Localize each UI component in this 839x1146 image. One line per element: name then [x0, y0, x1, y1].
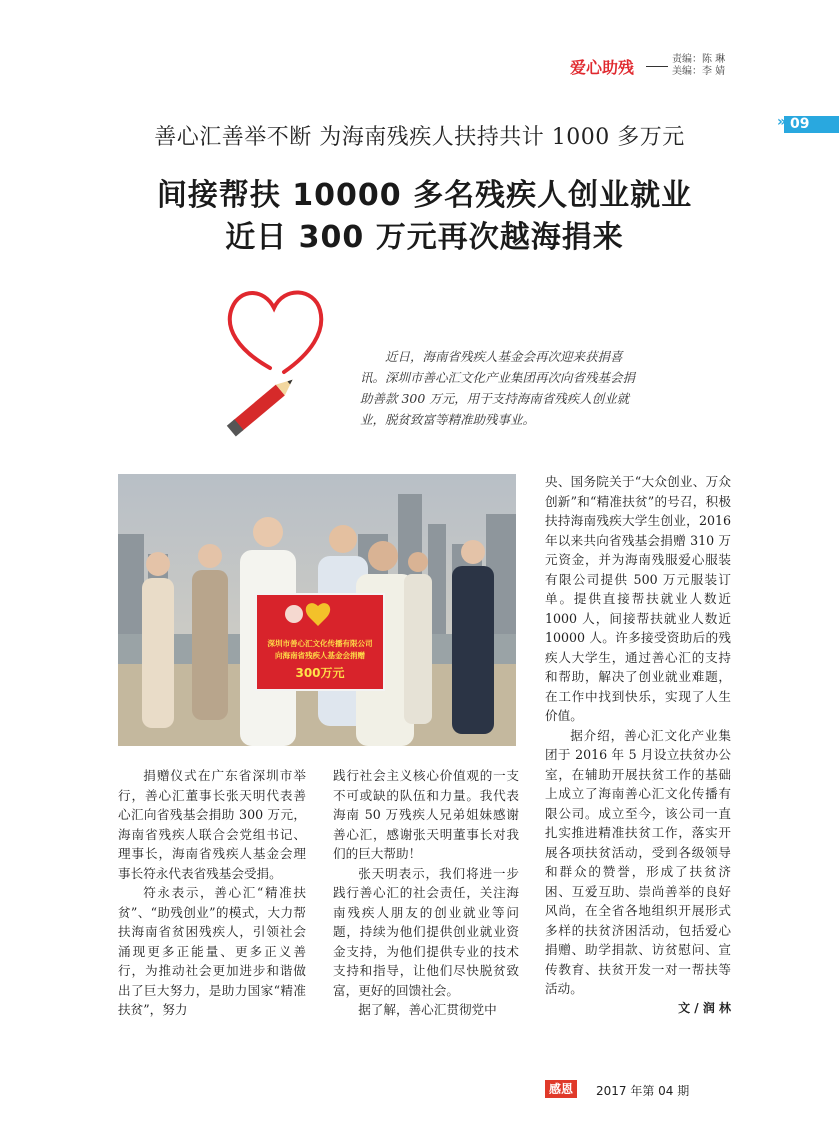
section-title: 爱心助残 [570, 58, 635, 77]
header-divider [646, 66, 668, 67]
page-number: 09 [790, 116, 810, 132]
chevron-right-icon: » [777, 114, 787, 130]
paragraph: 符永表示，善心汇“精准扶贫”、“助残创业”的模式，大力帮扶海南省贫困残疾人，引领社会涌现更多正能量、更多正义善行，为推动社会更加进步和谐做出了巨大努力，是助力国家“精准扶贫”，努力 [118, 885, 306, 1017]
paragraph: 据介绍，善心汇文化产业集团于 2016 年 5 月设立扶贫办公室，在辅助开展扶贫工作的基础上成立了海南善心汇文化传播有限公司。成立至今，该公司一直扎实推进精准扶贫工作，落实开展各项扶贫活动，受到各级领导和群众的赞誉，形成了扶贫济困、互爱互助、崇尚善举的良好风尚，在全省各地组织开展形式多样的扶贫济困活动，包括爱心捐赠、助学捐款、访贫慰问、宣传教育、扶贫开发一对一帮扶等活动。 [545, 727, 731, 996]
article-subtitle: 善心汇善举不断 为海南残疾人扶持共计 1000 多万元 [154, 125, 685, 150]
board-line-1: 深圳市善心汇文化传播有限公司 [267, 639, 373, 648]
heart-pencil-illustration [218, 280, 338, 440]
author-byline: 文 / 润 林 [678, 1000, 731, 1015]
paragraph: 央、国务院关于“大众创业、万众创新”和“精准扶贫”的号召，积极扶持海南残疾大学生创业，2016 年以来共向省残基会捐赠 310 万元资金，并为海南残服爱心服装有限公司提供 500 万元服装订单。提供直接帮扶就业人数近 1000 人，间接帮扶就业人数近 10000 人。许多接受资助后的残疾人大学生，通过善心汇的支持和帮助，解决了创业就业难题，在工作中找到快乐，实现了人生价值。 [545, 474, 731, 723]
board-amount: 300万元 [295, 666, 345, 680]
article-intro: 近日，海南省残疾人基金会再次迎来获捐喜讯。深圳市善心汇文化产业集团再次向省残基会捐助善款 300 万元，用于支持海南省残疾人创业就业，脱贫致富等精准助残事业。 [360, 349, 636, 427]
board-line-2: 向海南省残疾人基金会捐赠 [275, 651, 365, 660]
paragraph: 据了解，善心汇贯彻党中 [358, 1002, 497, 1017]
issue-number: 2017 年第 04 期 [596, 1084, 690, 1098]
donation-board [256, 594, 384, 690]
heart-icon [230, 292, 321, 372]
designer-name: 美编：李 婧 [672, 66, 726, 77]
donation-photo [118, 474, 516, 746]
article-title-line-1: 间接帮扶 10000 多名残疾人创业就业 [156, 178, 693, 213]
editor-credits [672, 54, 725, 78]
magazine-logo: 感恩 [545, 1080, 577, 1098]
editor-name: 责编：陈 琳 [672, 54, 726, 65]
paragraph: 捐赠仪式在广东省深圳市举行，善心汇董事长张天明代表善心汇向省残基会捐助 300 万元，海南省残疾人联合会党组书记、理事长，海南省残疾人基金会理事长符永代表省残基会受捐。 [118, 768, 306, 881]
article-title-line-2: 近日 300 万元再次越海捐来 [225, 220, 624, 255]
body-column-3 [545, 472, 731, 1018]
paragraph: 张天明表示，我们将进一步践行善心汇的社会责任，关注海南残疾人朋友的创业就业等问题，持续为他们提供创业就业资金支持，为他们提供专业的技术支持和指导，让他们尽快脱贫致富，更好的回馈社会。 [333, 865, 519, 998]
body-column-2 [333, 766, 519, 1020]
body-column-1 [118, 766, 306, 1020]
paragraph: 践行社会主义核心价值观的一支不可或缺的队伍和力量。我代表海南 50 万残疾人兄弟姐妹感谢善心汇，感谢张天明董事长对我们的巨大帮助！ [333, 768, 519, 861]
pencil-icon [227, 374, 297, 436]
